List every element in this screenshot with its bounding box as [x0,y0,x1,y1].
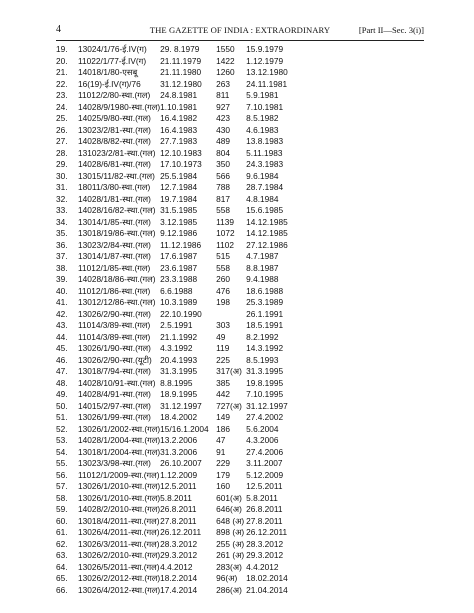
file-number: 13018/7/94-स्था.(गल) [78,366,151,376]
file-number: 13026/2/2010-स्था.(गल) [78,550,161,560]
gsr-number: 515 [216,251,231,261]
publication-date: 28.3.2012 [246,538,284,549]
notification-date: 31.3.2006 [160,446,198,457]
notification-date: 21.1.1992 [160,331,198,342]
serial-number: 34. [56,216,68,227]
notification-date: 26.8.2011 [160,504,197,514]
gsr-number: 255 (अ) [216,538,245,549]
gsr-number: 601(अ) [216,492,242,503]
serial-number: 49. [56,389,68,399]
table-row [56,332,306,344]
file-number: 14028/10/91-स्था.(गल) [78,377,156,388]
file-number: 14025/9/80-स्था.(गल) [78,113,151,123]
table-row [56,309,306,321]
notification-date: 21.11.1980 [160,67,202,77]
gsr-number: 283(अ) [216,561,242,572]
serial-number: 65. [56,573,68,583]
notification-date: 17.4.2014 [160,584,198,595]
serial-number: 58. [56,492,68,503]
publication-date: 27.4.2006 [246,446,284,457]
gsr-number: 160 [216,481,231,491]
table-row [56,504,306,516]
gsr-number: 179 [216,469,231,480]
publication-date: 31.3.1995 [246,366,284,376]
table-row [56,493,306,505]
publication-date: 14.12.1985 [246,228,288,238]
table-row [56,366,306,378]
publication-date: 26.8.2011 [246,504,283,514]
publication-date: 5.9.1981 [246,90,279,100]
notification-date: 2.5.1991 [160,320,193,330]
serial-number: 23. [56,90,68,100]
serial-number: 60. [56,515,68,526]
serial-number: 56. [56,469,68,480]
gsr-number: 788 [216,182,231,192]
gazette-title: THE GAZETTE OF INDIA : EXTRAORDINARY [149,25,331,35]
table-row [56,481,306,493]
file-number: 13018/19/86-स्था.(गल) [78,228,156,238]
notification-date: 16.4.1983 [160,124,198,135]
notification-date: 16.4.1982 [160,113,198,123]
notification-table [56,44,306,596]
publication-date: 15.6.1985 [246,205,284,215]
publication-date: 21.04.2014 [246,584,288,595]
file-number: 13014/1/87-स्था.(गल) [78,251,151,261]
publication-date: 9.4.1988 [246,274,279,284]
table-row [56,389,306,401]
serial-number: 22. [56,78,68,89]
notification-date: 17.6.1987 [160,251,198,261]
gsr-number: 303 [216,320,231,330]
serial-number: 66. [56,584,68,595]
table-row [56,79,306,91]
table-row [56,470,306,482]
publication-date: 27.8.2011 [246,515,283,526]
serial-number: 40. [56,285,68,296]
notification-date: 12.5.2011 [160,481,197,491]
gsr-number: 1102 [216,239,235,250]
file-number: 14028/2/2010-स्था.(गल) [78,504,161,514]
table-row [56,56,306,68]
file-number: 13026/1/2010-स्था.(गल) [78,492,161,503]
gsr-number: 198 [216,297,231,307]
file-number: 14028/1/81-स्था.(गल) [78,193,151,204]
publication-date: 18.5.1991 [246,320,284,330]
publication-date: 3.11.2007 [246,458,283,468]
file-number: 13026/5/2011-स्था.(गल) [78,561,160,572]
gsr-number: 1139 [216,216,235,227]
gsr-number: 119 [216,343,230,353]
notification-date: 19.7.1984 [160,193,198,204]
serial-number: 45. [56,343,68,353]
table-row [56,194,306,206]
file-number: 13026/1/2002-स्था.(गल) [78,423,161,434]
table-row [56,67,306,79]
file-number: 13026/2/2012-स्था.(गल) [78,573,161,583]
table-row [56,527,306,539]
table-row [56,562,306,574]
gsr-number: 442 [216,389,231,399]
table-row [56,182,306,194]
file-number: 13012/12/86-स्था.(गल) [78,297,156,307]
notification-date: 9.12.1986 [160,228,198,238]
publication-date: 28.7.1984 [246,182,284,192]
publication-date: 24.3.1983 [246,159,284,169]
publication-date: 14.12.1985 [246,216,288,227]
publication-date: 18.02.2014 [246,573,288,583]
gsr-number: 261 (अ) [216,550,245,560]
file-number: 14028/9/1980-स्था.(गल) [78,101,161,112]
serial-number: 28. [56,147,68,158]
gsr-number: 263 [216,78,231,89]
file-number: 11012/1/2009-स्था.(गल) [78,469,160,480]
table-row [56,585,306,597]
table-row [56,573,306,585]
serial-number: 33. [56,205,68,215]
publication-date: 19.8.1995 [246,377,284,388]
serial-number: 37. [56,251,68,261]
table-row [56,343,306,355]
notification-date: 10.3.1989 [160,297,198,307]
publication-date: 29.3.2012 [246,550,284,560]
serial-number: 38. [56,262,68,273]
notification-date: 31.3.1995 [160,366,198,376]
gsr-number: 96(अ) [216,573,238,583]
file-number: 18011/3/80-स्था.(गल) [78,182,151,192]
serial-number: 55. [56,458,68,468]
table-row [56,458,306,470]
serial-number: 24. [56,101,68,112]
serial-number: 63. [56,550,68,560]
file-number: 13014/1/85-स्था.(गल) [78,216,151,227]
gsr-number: 727(अ) [216,400,242,411]
gsr-number: 648 (अ) [216,515,245,526]
gsr-number: 186 [216,423,231,434]
table-row [56,539,306,551]
notification-date: 21.11.1979 [160,55,202,66]
file-number: 13026/2/90-स्था.(यूटी) [78,354,152,365]
publication-date: 27.12.1986 [246,239,288,250]
publication-date: 1.12.1979 [246,55,284,66]
file-number: 14028/16/82-स्था.(गल) [78,205,156,215]
table-row [56,274,306,286]
file-number: 16(19)-ई.IV(ग)/76 [78,78,141,89]
gsr-number: 317(अ) [216,366,242,376]
serial-number: 50. [56,400,68,411]
table-row [56,113,306,125]
file-number: 13015/11/82-स्था.(गल) [78,170,155,181]
serial-number: 47. [56,366,68,376]
serial-number: 64. [56,561,68,572]
publication-date: 8.5.1993 [246,354,279,365]
file-number: 13026/1/99-स्था.(गल) [78,412,151,422]
gsr-number: 811 [216,90,230,100]
table-row [56,217,306,229]
serial-number: 36. [56,239,68,250]
notification-date: 12.10.1983 [160,147,202,158]
table-row [56,125,306,137]
gsr-number: 225 [216,354,231,365]
serial-number: 57. [56,481,68,491]
notification-date: 28.3.2012 [160,538,198,549]
gsr-number: 558 [216,205,231,215]
serial-number: 53. [56,435,68,445]
table-row [56,159,306,171]
gsr-number: 646(अ) [216,504,242,514]
notification-date: 1.10.1981 [160,101,198,112]
publication-date: 7.10.1981 [246,101,284,112]
publication-date: 15.9.1979 [246,44,284,54]
gsr-number: 385 [216,377,231,388]
notification-date: 18.9.1995 [160,389,198,399]
gsr-number: 1260 [216,67,235,77]
part-section: [Part II—Sec. 3(i)] [358,25,424,35]
serial-number: 26. [56,124,68,135]
serial-number: 41. [56,297,68,307]
notification-date: 17.10.1973 [160,159,202,169]
notification-date: 13.2.2006 [160,435,198,445]
notification-date: 23.6.1987 [160,262,198,273]
notification-date: 20.4.1993 [160,354,198,365]
table-row [56,90,306,102]
table-row [56,355,306,367]
file-number: 13026/3/2011-स्था.(गल) [78,538,160,549]
publication-date: 9.6.1984 [246,170,279,181]
file-number: 13026/1/2010-स्था.(गल) [78,481,161,491]
gsr-number [216,309,246,321]
serial-number: 30. [56,170,68,181]
publication-date: 13.8.1983 [246,136,284,146]
table-row [56,286,306,298]
publication-date: 26.1.1991 [246,308,284,319]
table-row [56,251,306,263]
publication-date: 5.8.2011 [246,492,278,503]
notification-date: 11.12.1986 [160,239,202,250]
table-row [56,447,306,459]
notification-date: 18.2.2014 [160,573,198,583]
notification-date: 6.6.1988 [160,285,193,296]
gsr-number: 430 [216,124,231,135]
file-number: 11014/3/89-स्था.(गल) [78,320,151,330]
publication-date: 4.3.2006 [246,435,279,445]
serial-number: 21. [56,67,68,77]
gsr-number: 350 [216,159,231,169]
gsr-number: 260 [216,274,231,284]
table-row [56,297,306,309]
table-row [56,378,306,390]
gsr-number: 423 [216,113,231,123]
file-number: 13026/2/90-स्था.(गल) [78,308,151,319]
table-row [56,412,306,424]
file-number: 11022/1/77-ई.IV(ग) [78,55,147,66]
publication-date: 5.11.1983 [246,147,283,158]
table-row [56,435,306,447]
publication-date: 7.10.1995 [246,389,284,399]
serial-number: 52. [56,423,68,434]
notification-date: 31.12.1980 [160,78,202,89]
file-number: 13023/2/84-स्था.(गल) [78,239,151,250]
gsr-number: 1550 [216,44,235,54]
table-row [56,205,306,217]
file-number: 11012/1/86-स्था.(गल) [78,285,151,296]
publication-date: 12.5.2011 [246,481,283,491]
notification-date: 31.12.1997 [160,400,202,411]
gsr-number: 898 (अ) [216,527,245,537]
table-row [56,148,306,160]
page-header [56,24,424,40]
table-row [56,102,306,114]
file-number: 13026/4/2012-स्था.(गल) [78,584,161,595]
notification-date: 25.5.1984 [160,170,198,181]
gsr-number: 927 [216,101,231,112]
serial-number: 48. [56,377,68,388]
publication-date: 14.3.1992 [246,343,284,353]
table-row [56,320,306,332]
gsr-number: 566 [216,170,231,181]
notification-date: 4.4.2012 [160,561,193,572]
gsr-number: 47 [216,435,226,445]
gsr-number: 91 [216,446,226,457]
publication-date: 13.12.1980 [246,67,288,77]
table-row [56,516,306,528]
publication-date: 24.11.1981 [246,78,288,89]
file-number: 14018/1/80-एसबू [78,67,138,77]
serial-number: 46. [56,354,68,365]
notification-date: 8.8.1995 [160,377,193,388]
serial-number: 62. [56,538,68,549]
notification-date: 24.8.1981 [160,90,198,100]
gsr-number: 804 [216,147,231,158]
gsr-number: 1422 [216,55,235,66]
publication-date: 4.6.1983 [246,124,279,135]
publication-date: 4.4.2012 [246,561,279,572]
file-number: 14028/4/91-स्था.(गल) [78,389,151,399]
table-row [56,136,306,148]
file-number: 14028/8/82-स्था.(गल) [78,136,151,146]
serial-number: 59. [56,504,68,514]
file-number: 11014/3/89-स्था.(गल) [78,331,151,342]
notification-date: 29.3.2012 [160,550,198,560]
file-number: 13018/4/2011-स्था.(गल) [78,515,160,526]
notification-date: 1.12.2009 [160,469,198,480]
file-number: 14028/6/81-स्था.(गल) [78,159,151,169]
notification-date: 23.3.1988 [160,274,198,284]
file-number: 13023/2/81-स्था.(गल) [78,124,151,135]
serial-number: 42. [56,308,68,319]
file-number: 131023/2/81-स्था.(गल) [78,147,156,158]
serial-number: 39. [56,274,68,284]
header-rule [56,40,424,41]
gsr-number: 489 [216,136,231,146]
file-number: 14015/2/97-स्था.(गल) [78,400,151,411]
publication-date: 27.4.2002 [246,412,284,422]
notification-date: 3.12.1985 [160,216,198,227]
publication-date: 4.7.1987 [246,251,279,261]
serial-number: 44. [56,331,68,342]
gsr-number: 476 [216,285,231,296]
file-number: 11012/1/85-स्था.(गल) [78,262,151,273]
publication-date: 18.6.1988 [246,285,284,296]
serial-number: 51. [56,412,68,422]
notification-date: 18.4.2002 [160,412,198,422]
gsr-number: 49 [216,331,226,342]
notification-date: 26.10.2007 [160,458,202,468]
table-row [56,44,306,56]
publication-date: 5.12.2009 [246,469,284,480]
notification-date: 29. 8.1979 [160,44,200,54]
file-number: 11012/2/80-स्था.(गल) [78,90,151,100]
file-number: 13018/1/2004-स्था.(गल) [78,446,161,457]
serial-number: 20. [56,55,68,66]
gsr-number: 1072 [216,228,235,238]
serial-number: 19. [56,44,68,54]
notification-date: 12.7.1984 [160,182,198,192]
table-row [56,401,306,413]
notification-date: 31.5.1985 [160,205,198,215]
serial-number: 29. [56,159,68,169]
table-row [56,228,306,240]
file-number: 14028/1/2004-स्था.(गल) [78,435,161,445]
file-number: 13023/3/98-स्था.(गल) [78,458,151,468]
table-row [56,263,306,275]
gsr-number: 558 [216,262,231,273]
serial-number: 32. [56,193,68,204]
serial-number: 61. [56,527,68,537]
publication-date: 8.2.1992 [246,331,279,342]
gsr-number: 286(अ) [216,584,242,595]
gsr-number: 817 [216,193,231,204]
serial-number: 27. [56,136,68,146]
file-number: 14028/18/86-स्था.(गल) [78,274,156,284]
file-number: 13026/1/90-स्था.(गल) [78,343,151,353]
table-row [56,424,306,436]
notification-date: 4.3.1992 [160,343,193,353]
table-row [56,550,306,562]
notification-date: 27.8.2011 [160,515,197,526]
publication-date: 5.6.2004 [246,423,279,434]
publication-date: 31.12.1997 [246,400,288,411]
gsr-number: 149 [216,412,231,422]
notification-date: 26.12.2011 [160,527,202,537]
notification-date: 5.8.2011 [160,492,192,503]
publication-date: 26.12.2011 [246,527,288,537]
notification-date: 15/16.1.2004 [160,423,209,434]
notification-date: 22.10.1990 [160,308,202,319]
serial-number: 43. [56,320,68,330]
file-number: 13024/1/76-ई.IV(ग) [78,44,147,54]
publication-date: 25.3.1989 [246,297,284,307]
serial-number: 35. [56,228,68,238]
serial-number: 31. [56,182,68,192]
publication-date: 4.8.1984 [246,193,279,204]
publication-date: 8.8.1987 [246,262,279,273]
gsr-number: 229 [216,458,231,468]
serial-number: 25. [56,113,68,123]
publication-date: 8.5.1982 [246,113,279,123]
table-row [56,171,306,183]
serial-number: 54. [56,446,68,457]
table-row [56,240,306,252]
page-number: 4 [56,24,61,35]
file-number: 13026/4/2011-स्था.(गल) [78,527,160,537]
notification-date: 27.7.1983 [160,136,198,146]
